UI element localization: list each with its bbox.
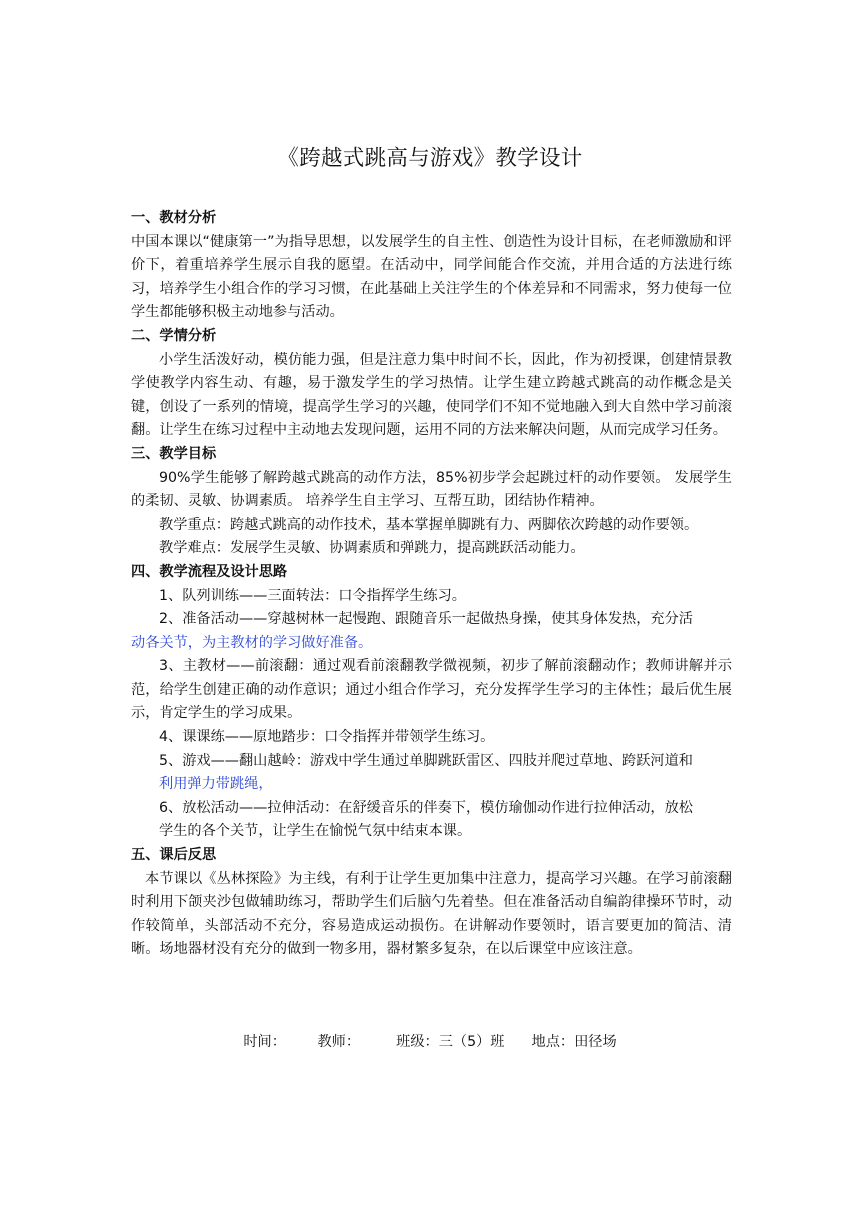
textbook-analysis-paragraph: 中国本课以“健康第一”为指导思想，以发展学生的自主性、创造性为设计目标，在老师激励和评价下，着重培养学生展示自我的愿望。在活动中，同学间能合作交流，并用合适的方法进行练习，培养学生小组合作的学习习惯，在此基础上关注学生的个体差异和不同需求，努力使每一位学生都能够积极主动地参与活动。 bbox=[131, 233, 732, 321]
lesson-info-footer bbox=[0, 1032, 860, 1052]
footer-place: 地点：田径场 bbox=[531, 1034, 617, 1050]
document-body bbox=[131, 207, 732, 962]
footer-class: 班级：三（5）班 bbox=[396, 1034, 505, 1050]
process-item-3: 3、主教材——前滚翻：通过观看前滚翻教学微视频，初步了解前滚翻动作；教师讲解并示范，给学生创建正确的动作意识；通过小组合作学习，充分发挥学生学习的主体性；最后优生展示，肯定学生的学习成果。 bbox=[131, 658, 732, 722]
footer-teacher: 教师： bbox=[317, 1034, 361, 1050]
section-heading-teaching-goals: 三、教学目标 bbox=[131, 445, 217, 462]
process-item-5-line-1: 5、游戏——翻山越岭：游戏中学生通过单脚跳跃雷区、四肢并爬过草地、跨跃河道和 bbox=[159, 752, 693, 769]
section-heading-reflection: 五、课后反思 bbox=[131, 847, 217, 864]
reflection-paragraph: 本节课以《丛林探险》为主线，有利于让学生更加集中注意力，提高学习兴趣。在学习前滚翻时利用下颌夹沙包做辅助练习，帮助学生们后脑勺先着垫。但在准备活动自编韵律操环节时，动作较简单，头部活动不充分，容易造成运动损伤。在讲解动作要领时，语言要更加的简洁、清晰。场地器材没有充分的做到一物多用，器材繁多复杂，在以后课堂中应该注意。 bbox=[131, 870, 732, 958]
section-heading-textbook-analysis: 一、教材分析 bbox=[131, 210, 217, 226]
process-item-2-line-1: 2、准备活动——穿越树林一起慢跑、跟随音乐一起做热身操，使其身体发热，充分活 bbox=[159, 611, 693, 628]
process-item-5-line-2: 利用弹力带跳绳， bbox=[159, 776, 273, 793]
process-item-2-line-2: 动各关节，为主教材的学习做好准备。 bbox=[131, 634, 373, 651]
process-item-4: 4、课课练——原地踏步：口令指挥并带领学生练习。 bbox=[159, 729, 495, 746]
process-item-6-line-1: 6、放松活动——拉伸活动：在舒缓音乐的伴奏下，模仿瑜伽动作进行拉伸活动，放松 bbox=[159, 799, 693, 816]
process-item-1: 1、队列训练——三面转法：口令指挥学生练习。 bbox=[159, 587, 466, 604]
section-heading-student-analysis: 二、学情分析 bbox=[131, 327, 217, 344]
section-heading-teaching-process: 四、教学流程及设计思路 bbox=[131, 563, 288, 580]
difficulty-paragraph: 教学难点：发展学生灵敏、协调素质和弹跳力，提高跳跃活动能力。 bbox=[159, 540, 585, 557]
footer-time: 时间： bbox=[243, 1034, 286, 1050]
key-point-paragraph: 教学重点：跨越式跳高的动作技术，基本掌握单脚跳有力、两脚依次跨越的动作要领。 bbox=[159, 516, 699, 533]
page-title: 《跨越式跳高与游戏》教学设计 bbox=[277, 146, 583, 171]
teaching-goals-paragraph: 90%学生能够了解跨越式跳高的动作方法，85%初步学会起跳过杆的动作要领。 发展学生的柔韧、灵敏、协调素质。 培养学生自主学习、互帮互助，团结协作精神。 bbox=[131, 469, 732, 510]
process-item-6-line-2: 学生的各个关节，让学生在愉悦气氛中结束本课。 bbox=[159, 823, 472, 840]
student-analysis-paragraph: 小学生活泼好动，模仿能力强，但是注意力集中时间不长，因此，作为初授课，创建情景教学使教学内容生动、有趣，易于激发学生的学习热情。让学生建立跨越式跳高的动作概念是关键，创设了一系列的情境，提高学生学习的兴趣，使同学们不知不觉地融入到大自然中学习前滚翻。让学生在练习过程中主动地去发现问题，运用不同的方法来解决问题，从而完成学习任务。 bbox=[131, 351, 732, 439]
